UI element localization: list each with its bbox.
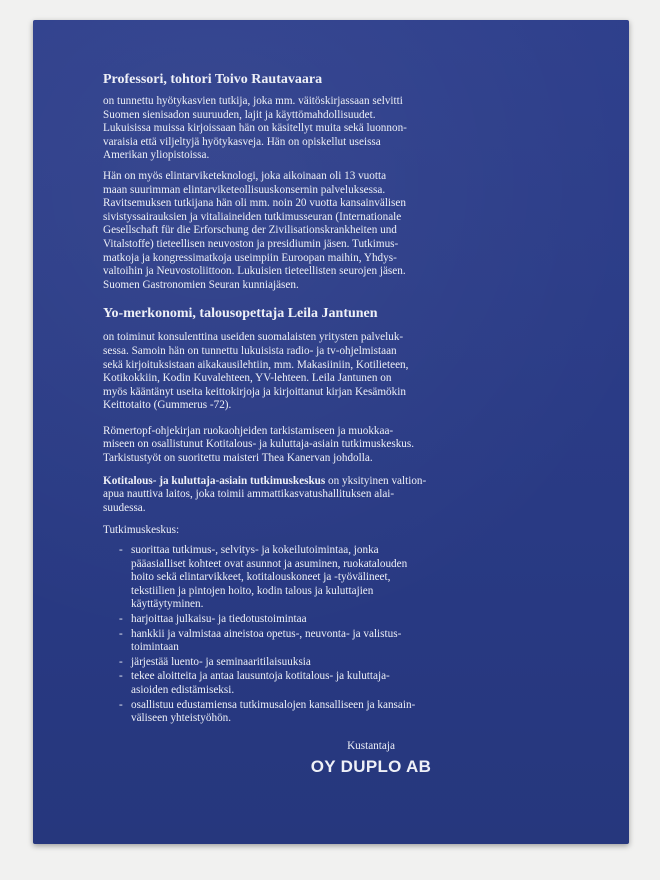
dash-bullet: - (119, 627, 123, 640)
publisher-name: OY DUPLO AB (310, 757, 432, 777)
research-center-description-rest: on yksityinen valtion- apua nauttiva laitos, joka toimii ammattikasvatushallituksen alai- suudessa. (103, 474, 427, 514)
publisher-label: Kustantaja (347, 739, 395, 752)
book-back-cover (33, 20, 629, 844)
cover-text-block (103, 72, 549, 777)
list-item (119, 627, 549, 655)
author-heading-rautavaara: Professori, tohtori Toivo Rautavaara (103, 72, 323, 87)
research-center-paragraph: Römertopf-ohjekirjan ruokaohjeiden tarkistamiseen ja muokkaa- miseen on osallistunut Kotitalous- ja kuluttaja-asiain tutkimuskeskus. Tarkistustyöt on suoritettu maisteri Thea Kanervan johdolla. (103, 424, 415, 465)
list-item-text: tekee aloitteita ja antaa lausuntoja kotitalous- ja kuluttaja- asioiden edistämiseksi. (131, 670, 390, 696)
dash-bullet: - (119, 613, 123, 625)
list-item-text: järjestää luento- ja seminaaritilaisuuksia (131, 655, 311, 668)
list-item-text: osallistuu edustamiensa tutkimusalojen kansalliseen ja kansain- väliseen yhteistyöhön. (131, 698, 416, 725)
list-intro: Tutkimuskeskus: (103, 524, 180, 537)
dash-bullet: - (119, 670, 123, 683)
author-heading-jantunen: Yo-merkonomi, talousopettaja Leila Jantunen (103, 306, 378, 322)
list-item (119, 698, 549, 726)
rautavaara-bio-paragraph-2: Hän on myös elintarviketeknologi, joka aikoinaan oli 13 vuotta maan suurimman elintarviketeollisuuskonsernin palveluksessa. Ravitsemuksen tutkijana hän oli mm. noin 20 vuotta kansainvälisen sivistyssairauksien ja vitaliaineiden tutkimusseuran (Internationale Gesellschaft für die Erforschung der Zivilisationskrankheiten und Vitalstoffe) tieteellisen neuvoston ja presidiumin jäsen. Tutkimus- matkoja ja kongressimatkoja useimpiin Euroopan maihin, Yhdys- valtoihin ja Neuvostoliittoon. Lukuisien tieteellisten seurojen jäsen. Suomen Gastronomien Seuran kunniajäsen. (103, 169, 406, 291)
list-item (119, 670, 549, 697)
list-item-text: hankkii ja valmistaa aineistoa opetus-, neuvonta- ja valistus- toimintaan (131, 627, 402, 654)
dash-bullet: - (119, 655, 123, 668)
research-center-description (103, 475, 549, 516)
activities-list (103, 544, 549, 726)
research-center-name: Kotitalous- ja kuluttaja-asiain tutkimuskeskus (103, 474, 326, 487)
list-item (119, 613, 549, 627)
jantunen-bio-paragraph: on toiminut konsulenttina useiden suomalaisten yritysten palveluk- sessa. Samoin hän on tunnettu lukuisista radio- ja tv-ohjelmistaan sekä kirjoituksistaan aikakausilehtiin, mm. Makasiiniin, Kotilieteen, Kotikokkiin, Kodin Kuvalehteen, YV-lehteen. Leila Jantunen on myös kääntänyt useita keittokirjoja ja kirjoittanut kirjan Kesämökin Keittotaito (Gummerus -72). (103, 331, 409, 412)
dash-bullet: - (119, 544, 123, 557)
list-item (119, 544, 549, 612)
list-item-text: harjoittaa julkaisu- ja tiedotustoimintaa (131, 613, 307, 625)
list-item (119, 655, 549, 670)
dash-bullet: - (119, 698, 123, 711)
list-item-text: suorittaa tutkimus-, selvitys- ja kokeilutoimintaa, jonka pääasialliset kohteet ovat asunnot ja asuminen, ruokatalouden hoito sekä elintarvikkeet, kotitalouskoneet ja -työvälineet, tekstiilien ja pintojen hoito, kodin talous ja kuluttajien käyttäytyminen. (131, 544, 408, 611)
rautavaara-bio-paragraph-1: on tunnettu hyötykasvien tutkija, joka mm. väitöskirjassaan selvitti Suomen sienisadon suuruuden, lajit ja käyttömahdollisuudet. Lukuisissa muissa kirjoissaan hän on käsitellyt muita sekä luonnon- varaisia että viljeltyjä hyötykasveja. Hän on opiskellut useissa Amerikan yliopistoissa. (103, 95, 407, 162)
